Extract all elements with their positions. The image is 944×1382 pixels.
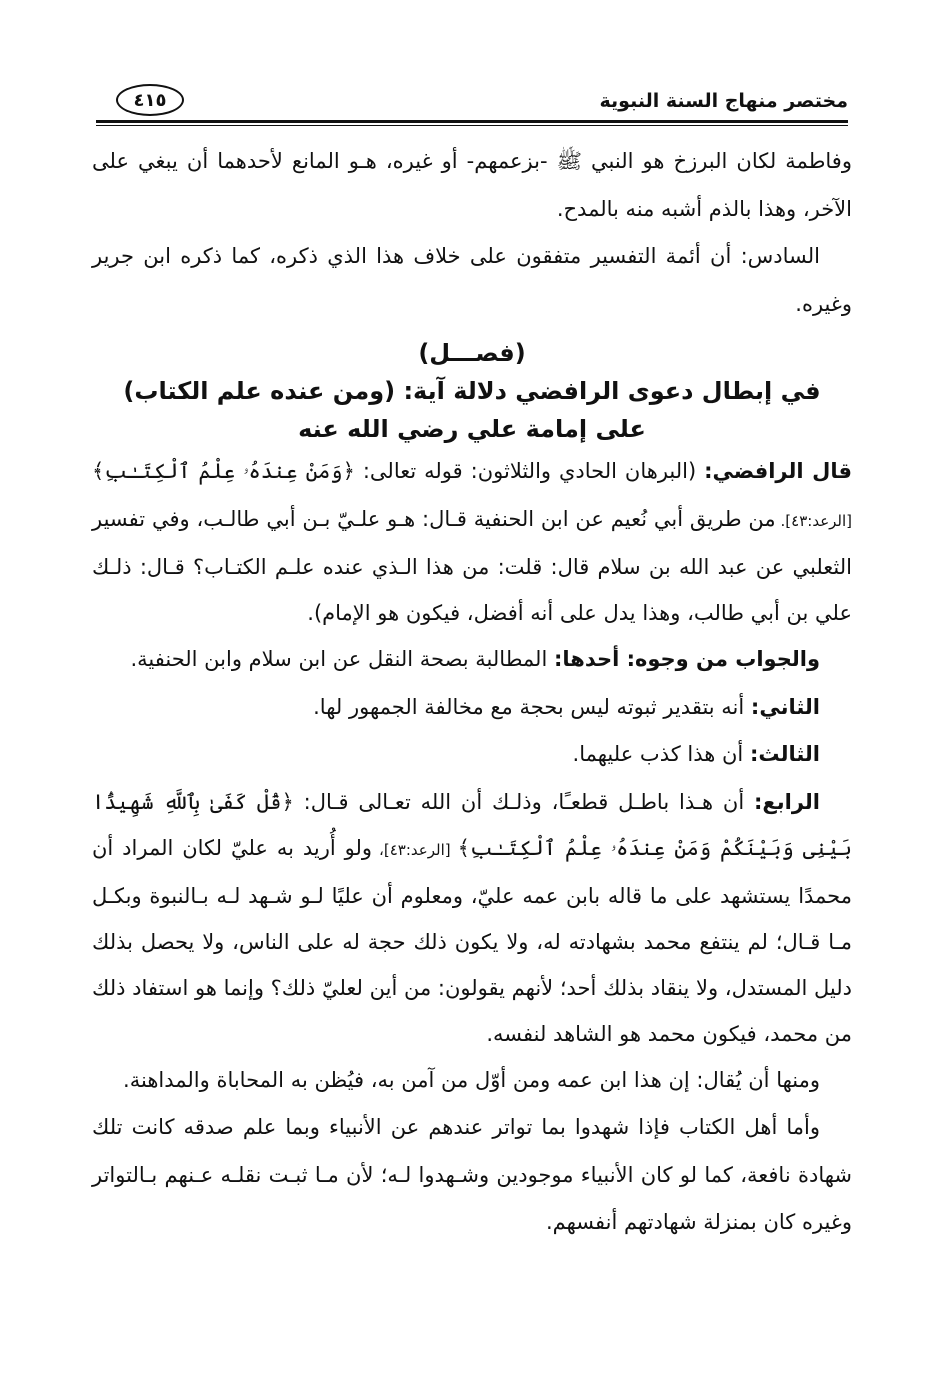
section-title: (فصـــل) <box>418 339 526 367</box>
paragraph: السادس: أن أئمة التفسير متفقون على خلاف هذا الذي ذكره، كما ذكره ابن جرير وغيره. <box>92 244 852 316</box>
header-rule <box>96 120 848 123</box>
page-number: ٤١٥ <box>116 84 184 116</box>
quran-verse: ﴿قُلْ كَفَىٰ بِٱللَّهِ شَهِيدًۢا بَيْنِى وَبَيْنَكُمْ وَمَنْ عِندَهُۥ عِلْمُ ٱلْكِتَـٰبِ﴾ <box>92 789 853 860</box>
header-rule-thin <box>96 125 848 126</box>
text-run: من طريق أبي نُعيم عن ابن الحنفية قـال: هـو علـيّ بـن أبي طالـب، وفي تفسير الثعلبي عن عبد الله بن سلام قال: قلت: من هذا الـذي عنده علـم الكتـاب؟ قـال: ذلـك علي بن أبي طالب، وهذا يدل على أنه أفضل، فيكون هو الإمام). <box>92 507 852 625</box>
point-label: الثاني: <box>750 694 820 719</box>
quran-verse: ﴿وَمَنْ عِندَهُۥ عِلْمُ ٱلْكِتَـٰبِ﴾ <box>92 459 355 483</box>
point-label: الرابع: <box>754 789 820 814</box>
section-subtitle: على إمامة علي رضي الله عنه <box>298 415 646 443</box>
text-run: المطالبة بصحة النقل عن ابن سلام وابن الحنفية. <box>130 647 554 671</box>
paragraph <box>92 779 852 1057</box>
point-label: الثالث: <box>749 742 820 766</box>
text-run: (البرهان الحادي والثلاثون: قوله تعالى: <box>354 459 705 483</box>
text-run: أن هذا كذب عليهما. <box>572 742 750 766</box>
paragraph: وفاطمة لكان البرزخ هو النبي ﷺ -بزعمهم- أو غيره، هـو المانع لأحدهما أن يبغي على الآخر، وهذا بالذم أشبه منه بالمدح. <box>92 149 852 221</box>
text-run: ولو أُريد به عليّ لكان المراد أن محمدًا يستشهد على ما قاله بابن عمه عليّ، ومعلوم أن عليًا لـو شـهد لـه بـالنبوة وبكـل مـا قـال؛ لم ينتفع محمد بشهادته له، ولا يكون ذلك حجة له على الناس، ولا يحصل بذلك دليل المستدل، ولا ينقاد بذلك أحد؛ لأنهم يقولون: من أين لعليّ ذلك؟ وإنما هو استفاد ذلك من محمد، فيكون محمد هو الشاهد لنفسه. <box>92 835 852 1046</box>
paragraph: وأما أهل الكتاب فإذا شهدوا بما تواتر عندهم عن الأنبياء وبما علم صدقه كانت تلك شهادة نافعة، كما لو كان الأنبياء موجودين وشـهدوا لـه؛ لأن مـا ثبـت نقلـه عـنهم بـالتواتر وغيره كان بمنزلة شهادتهم أنفسهم. <box>92 1115 852 1234</box>
paragraph <box>92 636 852 684</box>
speaker-label: قال الرافضي: <box>704 459 852 483</box>
paragraph <box>92 684 852 732</box>
book-title: مختصر منهاج السنة النبوية <box>599 90 848 112</box>
paragraph: ومنها أن يُقال: إن هذا ابن عمه ومن أوّل من آمن به، فيُظن به المحاباة والمداهنة. <box>123 1067 820 1092</box>
paragraph <box>92 731 852 779</box>
page-content <box>92 138 852 1247</box>
text-run: أن هـذا باطـل قطعـًا، وذلـك أن الله تعـالى قـال: <box>293 789 755 814</box>
verse-reference: [الرعد:٤٣]، <box>372 840 458 859</box>
section-subtitle: في إبطال دعوى الرافضي دلالة آية: (ومن عنده علم الكتاب) <box>123 377 821 405</box>
point-label: والجواب من وجوه: أحدها: <box>553 647 820 671</box>
paragraph <box>92 448 852 636</box>
page-header <box>96 84 848 124</box>
verse-reference: [الرعد:٤٣]. <box>775 512 853 530</box>
text-run: أنه بتقدير ثبوته ليس بحجة مع مخالفة الجمهور لها. <box>313 694 751 719</box>
